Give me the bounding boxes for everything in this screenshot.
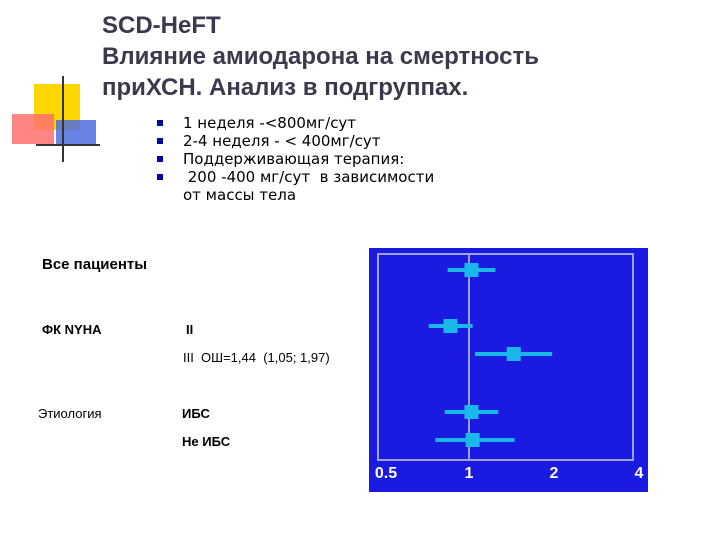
list-item: 2-4 неделя - < 400мг/сут (157, 132, 434, 150)
x-tick-label: 0.5 (374, 465, 398, 482)
estimate-marker (466, 433, 480, 447)
x-tick-label: 2 (549, 465, 559, 482)
subgroup-label-nyha-ii: II (186, 322, 194, 337)
x-tick-label: 4 (634, 465, 644, 482)
group-label-nyha: ФК NYHA (42, 322, 102, 337)
list-item: Поддерживающая терапия: (157, 150, 434, 168)
bullet-square-icon (157, 174, 163, 180)
title-line-3: приХСН. Анализ в подгруппах. (102, 74, 469, 101)
plot-background (369, 248, 648, 492)
list-item-continuation: от массы тела (183, 186, 297, 204)
horizontal-accent-line (36, 144, 100, 146)
subgroup-label-nyha-iii: III ОШ=1,44 (1,05; 1,97) (183, 350, 330, 365)
subgroup-label-ihd: ИБС (182, 406, 210, 421)
bullet-square-icon (157, 120, 163, 126)
group-label-etiology: Этиология (38, 406, 102, 421)
estimate-marker (507, 347, 521, 361)
page-title (102, 10, 539, 103)
title-line-2: Влияние амиодарона на смертность (102, 43, 539, 70)
estimate-marker (464, 263, 478, 277)
list-item: 200 -400 мг/сут в зависимости (157, 168, 434, 186)
vertical-accent-line (62, 76, 64, 162)
estimate-marker (464, 405, 478, 419)
group-label-all-patients: Все пациенты (42, 256, 148, 273)
title-line-1: SCD-HeFT (102, 12, 221, 39)
bullet-square-icon (157, 156, 163, 162)
bullet-square-icon (157, 138, 163, 144)
x-tick-label: 1 (464, 465, 474, 482)
list-item: 1 неделя -<800мг/сут (157, 114, 434, 132)
dosing-list (157, 114, 434, 204)
subgroup-label-non-ihd: Не ИБС (182, 434, 231, 449)
forest-plot (369, 248, 648, 492)
estimate-marker (444, 319, 458, 333)
red-accent-block (12, 114, 54, 144)
